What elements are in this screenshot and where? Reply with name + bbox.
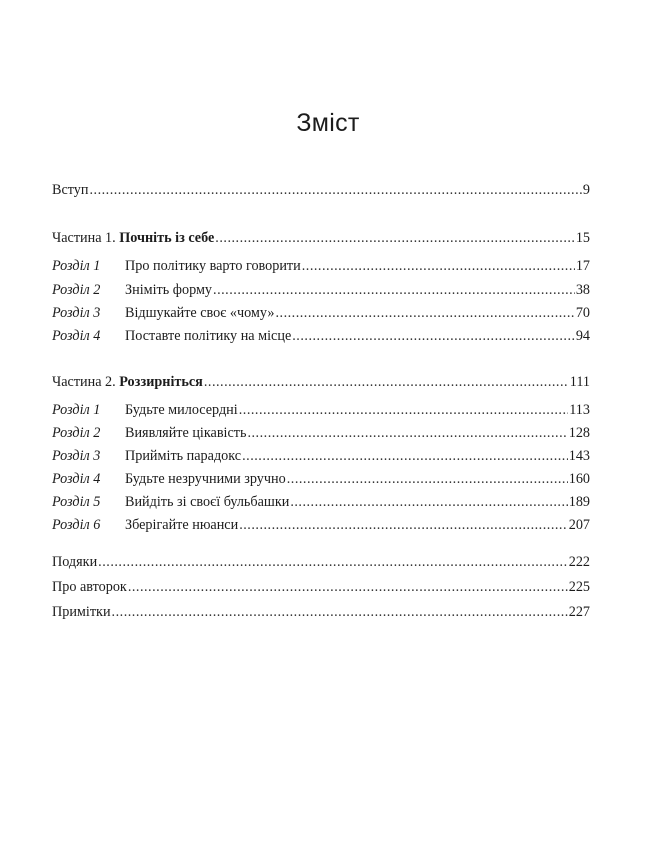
toc-chapter[interactable] <box>52 400 590 420</box>
chapter-prefix: Розділ 2 <box>52 425 101 441</box>
dot-leader <box>287 469 568 489</box>
page-title: Зміст <box>296 109 360 137</box>
toc-page-number: 17 <box>575 258 590 274</box>
toc-page-number: 70 <box>575 305 590 321</box>
dot-leader <box>302 256 575 276</box>
toc-chapter[interactable] <box>52 280 590 300</box>
chapter-prefix: Розділ 2 <box>52 282 101 298</box>
toc-page-number: 128 <box>568 425 590 441</box>
chapter-prefix: Розділ 6 <box>52 517 101 533</box>
dot-leader <box>89 180 581 200</box>
toc-chapter[interactable] <box>52 446 590 466</box>
dot-leader <box>239 515 568 535</box>
toc-page-number: 9 <box>582 182 590 198</box>
chapter-title: Прийміть парадокс <box>125 448 242 464</box>
toc-page-number: 225 <box>568 579 590 595</box>
dot-leader <box>204 372 569 392</box>
part-name: Роззирніться <box>119 374 203 390</box>
toc-page-number: 227 <box>568 604 590 620</box>
toc-chapter[interactable] <box>52 492 590 512</box>
toc-page-number: 94 <box>575 328 590 344</box>
chapter-title: Відшукайте своє «чому» <box>125 305 275 321</box>
part-name: Почніть із себе <box>119 230 215 246</box>
toc-page-number: 15 <box>575 230 590 246</box>
toc-part-2[interactable] <box>52 372 590 392</box>
dot-leader <box>275 303 574 323</box>
toc-entry-text: Про авторок <box>52 579 127 595</box>
toc-chapter[interactable] <box>52 256 590 276</box>
toc-part-heading <box>52 228 214 248</box>
chapter-prefix: Розділ 3 <box>52 305 101 321</box>
chapter-title: Зніміть форму <box>125 282 213 298</box>
toc-page-number: 113 <box>569 402 590 418</box>
chapter-prefix: Розділ 3 <box>52 448 101 464</box>
toc-chapter[interactable] <box>52 515 590 535</box>
chapter-title: Будьте милосердні <box>125 402 238 418</box>
toc-entry-acknowledgements[interactable] <box>52 552 590 572</box>
chapter-prefix: Розділ 4 <box>52 471 101 487</box>
toc-part-1[interactable] <box>52 228 590 248</box>
toc-page-number: 160 <box>568 471 590 487</box>
toc-chapter[interactable] <box>52 303 590 323</box>
toc-page-number: 38 <box>575 282 590 298</box>
chapter-prefix: Розділ 4 <box>52 328 101 344</box>
dot-leader <box>112 602 568 622</box>
dot-leader <box>290 492 567 512</box>
toc-page-number: 189 <box>568 494 590 510</box>
chapter-prefix: Розділ 1 <box>52 258 101 274</box>
part-label: Частина 1. <box>52 230 116 246</box>
dot-leader <box>239 400 569 420</box>
chapter-title: Вийдіть зі своєї бульбашки <box>125 494 290 510</box>
chapter-title: Зберігайте нюанси <box>125 517 239 533</box>
toc-page-number: 207 <box>568 517 590 533</box>
dot-leader <box>128 577 568 597</box>
dot-leader <box>215 228 575 248</box>
chapter-title: Будьте незручними зручно <box>125 471 286 487</box>
toc-entry-text: Примітки <box>52 604 111 620</box>
dot-leader <box>98 552 568 572</box>
chapter-title: Поставте політику на місце <box>125 328 292 344</box>
chapter-prefix: Розділ 1 <box>52 402 101 418</box>
toc-entry-about-authors[interactable] <box>52 577 590 597</box>
toc-chapter[interactable] <box>52 469 590 489</box>
toc-chapter[interactable] <box>52 326 590 346</box>
dot-leader <box>242 446 568 466</box>
toc-entry-text: Вступ <box>52 182 89 198</box>
chapter-prefix: Розділ 5 <box>52 494 101 510</box>
dot-leader <box>247 423 567 443</box>
toc-entry-notes[interactable] <box>52 602 590 622</box>
toc-part-heading <box>52 372 203 392</box>
toc-page-number: 143 <box>568 448 590 464</box>
toc-page-number: 222 <box>568 554 590 570</box>
dot-leader <box>292 326 575 346</box>
toc-page-number: 111 <box>569 374 590 390</box>
chapter-title: Виявляйте цікавість <box>125 425 247 441</box>
toc-entry-intro[interactable] <box>52 180 590 200</box>
part-label: Частина 2. <box>52 374 116 390</box>
dot-leader <box>213 280 575 300</box>
chapter-title: Про політику варто говорити <box>125 258 301 274</box>
toc-entry-text: Подяки <box>52 554 98 570</box>
toc-chapter[interactable] <box>52 423 590 443</box>
